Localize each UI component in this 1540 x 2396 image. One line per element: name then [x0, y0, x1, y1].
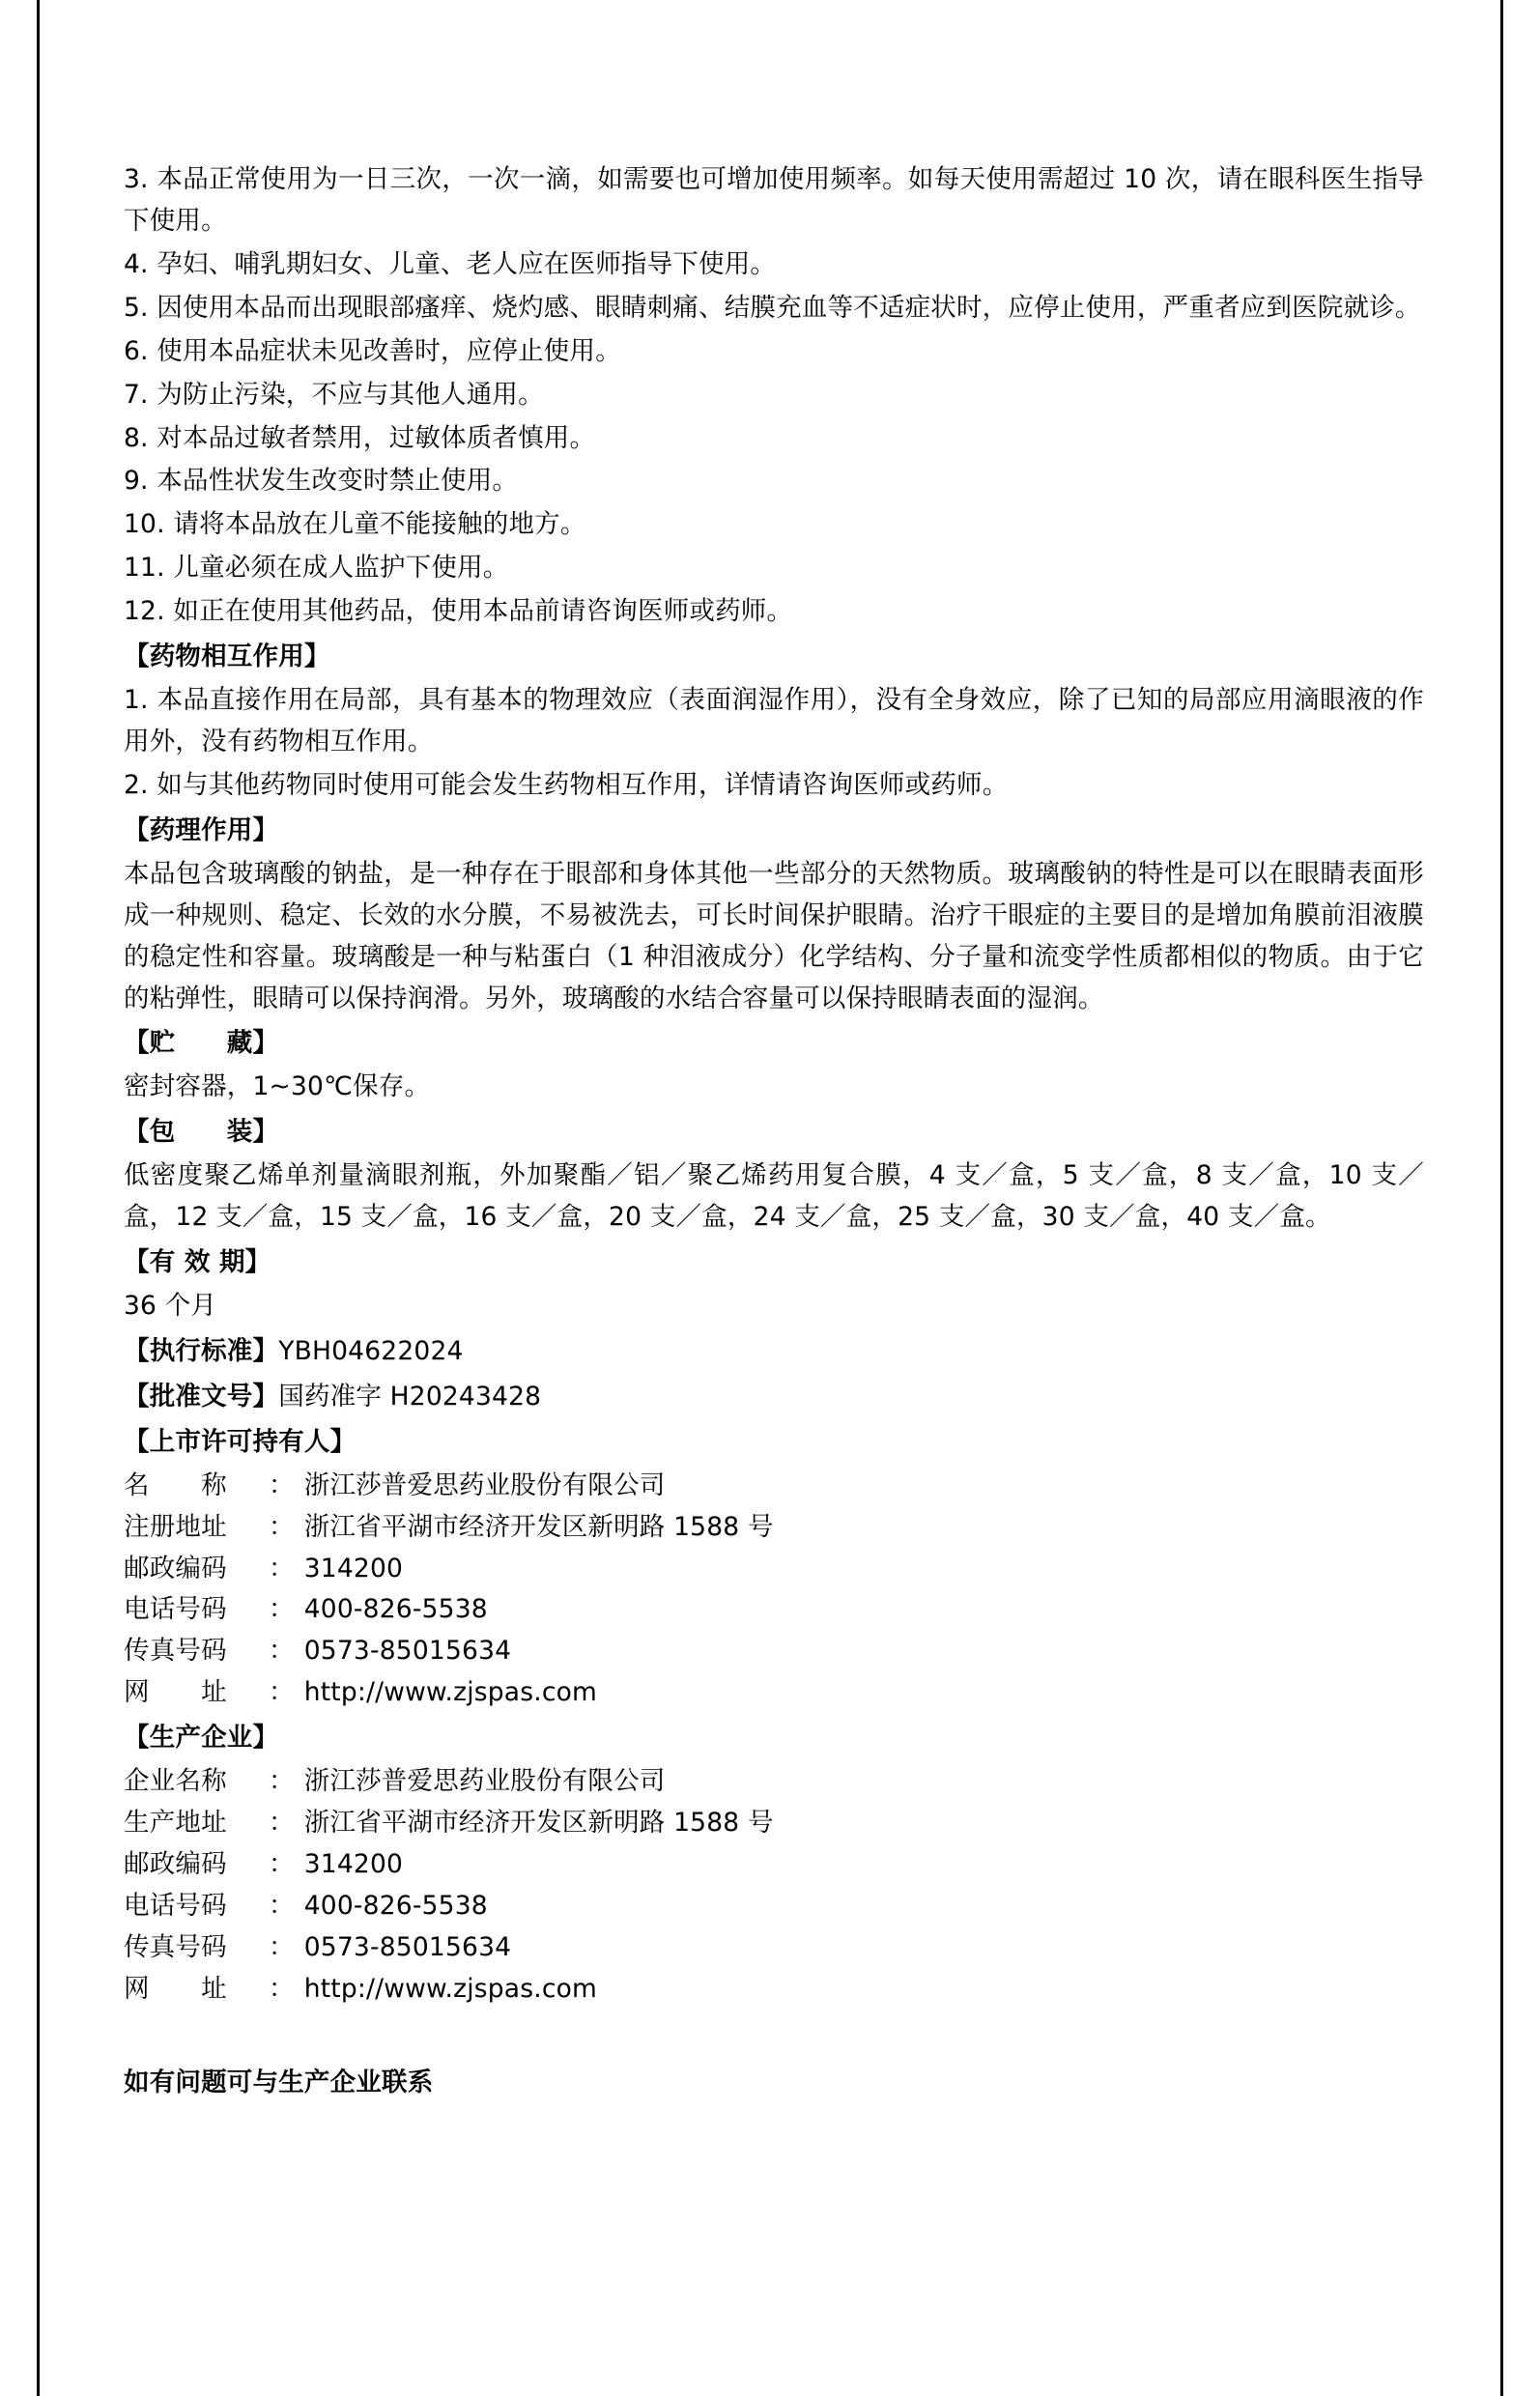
- mah-row-name: [124, 1466, 1424, 1507]
- mah-row-postcode: [124, 1549, 1424, 1590]
- precaution-item: 8. 对本品过敏者禁用，过敏体质者慎用。: [124, 422, 596, 453]
- mah-label-postcode: 邮政编码: [124, 1553, 227, 1583]
- section-heading-storage: 【贮 藏】: [124, 1028, 279, 1059]
- interaction-item: 1. 本品直接作用在局部，具有基本的物理效应（表面润湿作用），没有全身效应，除了已知的局部应用滴眼液的作用外，没有药物相互作用。: [124, 685, 1424, 756]
- mah-value-name: 浙江莎普爱思药业股份有限公司: [303, 1469, 666, 1500]
- mah-label-phone: 电话号码: [124, 1594, 227, 1625]
- drug-interactions-section: [124, 637, 1424, 807]
- precaution-item: 9. 本品性状发生改变时禁止使用。: [124, 466, 519, 497]
- manufacturer-label-name: 企业名称: [124, 1766, 227, 1797]
- manufacturer-sep-phone: ：: [269, 1890, 295, 1921]
- standard-section: [124, 1331, 1424, 1373]
- mah-label-website: 网 址: [124, 1677, 227, 1708]
- mah-sep-website: ：: [269, 1677, 295, 1708]
- precaution-item: 7. 为防止污染，不应与其他人通用。: [124, 379, 544, 410]
- precaution-item: 12. 如正在使用其他药品，使用本品前请咨询医师或药师。: [124, 596, 793, 627]
- manufacturer-value-fax: 0573-85015634: [303, 1931, 512, 1962]
- precautions-section: [124, 159, 1424, 633]
- pharmacology-text: 本品包含玻璃酸的钠盐，是一种存在于眼部和身体其他一些部分的天然物质。玻璃酸钠的特性是可以在眼睛表面形成一种规则、稳定、长效的水分膜，不易被洗去，可长时间保护眼睛。治疗干眼症的主要目的是增加角膜前泪液膜的稳定性和容量。玻璃酸是一种与粘蛋白（1 种泪液成分）化学结构、分子量和流变学性质都相似的物质。由于它的粘弹性，眼睛可以保持润滑。另外，玻璃酸的水结合容量可以保持眼睛表面的湿润。: [124, 858, 1424, 1013]
- manufacturer-value-website[interactable]: http://www.zjspas.com: [303, 1973, 598, 2004]
- section-heading-packaging: 【包 装】: [124, 1117, 279, 1148]
- mah-sep-phone: ：: [269, 1594, 295, 1625]
- mah-label-address: 注册地址: [124, 1511, 227, 1542]
- mah-sep-address: ：: [269, 1511, 295, 1542]
- mah-value-address: 浙江省平湖市经济开发区新明路 1588 号: [303, 1511, 774, 1542]
- mah-value-fax: 0573-85015634: [303, 1636, 512, 1667]
- manufacturer-sep-address: ：: [269, 1808, 295, 1839]
- manufacturer-label-address: 生产地址: [124, 1808, 227, 1839]
- mah-row-website: [124, 1672, 1424, 1714]
- manufacturer-label-website: 网 址: [124, 1973, 227, 2004]
- shelf-life-text: 36 个月: [124, 1290, 217, 1321]
- manufacturer-value-phone: 400-826-5538: [303, 1890, 488, 1921]
- mah-section: [124, 1422, 1424, 1714]
- approval-value: 国药准字 H20243428: [278, 1381, 542, 1412]
- manufacturer-row-postcode: [124, 1844, 1424, 1886]
- approval-section: [124, 1377, 1424, 1418]
- precaution-item: 10. 请将本品放在儿童不能接触的地方。: [124, 509, 586, 540]
- mah-row-fax: [124, 1631, 1424, 1672]
- manufacturer-row-fax: [124, 1927, 1424, 1969]
- mah-sep-name: ：: [269, 1469, 295, 1500]
- page-border-left: [37, 0, 40, 2396]
- manufacturer-value-postcode: 314200: [303, 1848, 404, 1879]
- manufacturer-section: [124, 1718, 1424, 2010]
- page-border-right: [1500, 0, 1503, 2396]
- section-heading-interactions: 【药物相互作用】: [124, 642, 330, 672]
- mah-sep-postcode: ：: [269, 1553, 295, 1583]
- manufacturer-row-phone: [124, 1886, 1424, 1927]
- pharmacology-section: [124, 811, 1424, 1020]
- manufacturer-sep-name: ：: [269, 1766, 295, 1797]
- packaging-text: 低密度聚乙烯单剂量滴眼剂瓶，外加聚酯／铝／聚乙烯药用复合膜，4 支／盒，5 支／盒，8 支／盒，10 支／盒，12 支／盒，15 支／盒，16 支／盒，20 支／盒，24 支／盒，25 支／盒，30 支／盒，40 支／盒。: [124, 1160, 1424, 1233]
- section-heading-pharmacology: 【药理作用】: [124, 814, 279, 845]
- mah-row-phone: [124, 1589, 1424, 1631]
- manufacturer-row-name: [124, 1761, 1424, 1803]
- section-heading-standard: [124, 1331, 1424, 1373]
- mah-label-name: 名 称: [124, 1469, 227, 1500]
- manufacturer-row-address: [124, 1803, 1424, 1844]
- approval-heading-label: 【批准文号】: [124, 1381, 279, 1412]
- section-heading-mah: 【上市许可持有人】: [124, 1426, 356, 1457]
- section-heading-manufacturer: 【生产企业】: [124, 1723, 279, 1754]
- section-heading-shelf-life: 【有 效 期】: [124, 1247, 271, 1278]
- mah-value-postcode: 314200: [303, 1553, 404, 1583]
- mah-value-website[interactable]: http://www.zjspas.com: [303, 1677, 598, 1708]
- manufacturer-sep-website: ：: [269, 1973, 295, 2004]
- precaution-item: 6. 使用本品症状未见改善时，应停止使用。: [124, 335, 621, 366]
- shelf-life-section: [124, 1242, 1424, 1327]
- manufacturer-row-website: [124, 1969, 1424, 2011]
- manufacturer-label-fax: 传真号码: [124, 1931, 227, 1962]
- mah-label-fax: 传真号码: [124, 1636, 227, 1667]
- manufacturer-value-address: 浙江省平湖市经济开发区新明路 1588 号: [303, 1808, 774, 1839]
- standard-heading-label: 【执行标准】: [124, 1335, 279, 1366]
- storage-text: 密封容器，1~30℃保存。: [124, 1071, 431, 1102]
- precaution-item: 3. 本品正常使用为一日三次，一次一滴，如需要也可增加使用频率。如每天使用需超过 10 次，请在眼科医生指导下使用。: [124, 164, 1424, 236]
- storage-section: [124, 1023, 1424, 1108]
- precaution-item: 11. 儿童必须在成人监护下使用。: [124, 553, 509, 584]
- mah-value-phone: 400-826-5538: [303, 1594, 488, 1625]
- packaging-section: [124, 1112, 1424, 1239]
- section-heading-approval: [124, 1377, 1424, 1418]
- footer-contact-note: 如有问题可与生产企业联系: [124, 2067, 434, 2097]
- mah-row-address: [124, 1507, 1424, 1549]
- precaution-item: 5. 因使用本品而出现眼部瘙痒、烧灼感、眼睛刺痛、结膜充血等不适症状时，应停止使用，严重者应到医院就诊。: [124, 292, 1421, 323]
- manufacturer-value-name: 浙江莎普爱思药业股份有限公司: [303, 1766, 666, 1797]
- mah-sep-fax: ：: [269, 1636, 295, 1667]
- manufacturer-sep-postcode: ：: [269, 1848, 295, 1879]
- precaution-item: 4. 孕妇、哺乳期妇女、儿童、老人应在医师指导下使用。: [124, 248, 777, 279]
- manufacturer-label-postcode: 邮政编码: [124, 1848, 227, 1879]
- manufacturer-label-phone: 电话号码: [124, 1890, 227, 1921]
- interaction-item: 2. 如与其他药物同时使用可能会发生药物相互作用，详情请咨询医师或药师。: [124, 769, 1009, 800]
- standard-value: YBH04622024: [278, 1335, 464, 1366]
- manufacturer-sep-fax: ：: [269, 1931, 295, 1962]
